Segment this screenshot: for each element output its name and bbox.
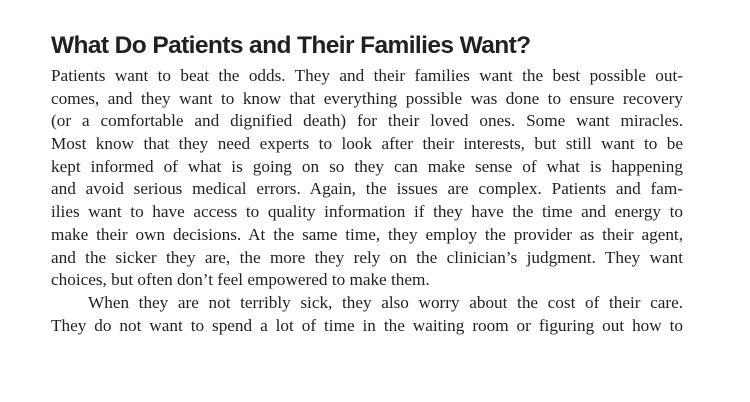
section-heading: What Do Patients and Their Families Want? (51, 32, 531, 59)
paragraph-1-line: ilies want to have access to quality information if they have the time and energy to (51, 202, 683, 222)
paragraph-1-line: and avoid serious medical errors. Again, the issues are complex. Patients and fam- (51, 179, 683, 199)
document-page (51, 30, 683, 337)
paragraph-1-line: comes, and they want to know that everything possible was done to ensure recovery (51, 88, 683, 108)
paragraph-1-line: (or a comfortable and dignified death) for their loved ones. Some want miracles. (51, 111, 683, 131)
paragraph-1-line: choices, but often don’t feel empowered to make them. (51, 270, 430, 290)
paragraph-1-line: Patients want to beat the odds. They and their families want the best possible out- (51, 66, 683, 85)
paragraph-2-line: They do not want to spend a lot of time in the waiting room or figuring out how to (51, 315, 683, 335)
paragraph-1-line: Most know that they need experts to look after their interests, but still want to be (51, 134, 683, 154)
paragraph-1-line: kept informed of what is going on so they can make sense of what is happening (51, 156, 683, 176)
paragraph-2 (51, 292, 683, 337)
paragraph-1-line: and the sicker they are, the more they rely on the clinician’s judgment. They want (51, 247, 683, 267)
paragraph-1 (51, 65, 683, 292)
paragraph-2-line: When they are not terribly sick, they also worry about the cost of their care. (88, 292, 683, 312)
paragraph-1-line: make their own decisions. At the same time, they employ the provider as their agent, (51, 224, 683, 244)
